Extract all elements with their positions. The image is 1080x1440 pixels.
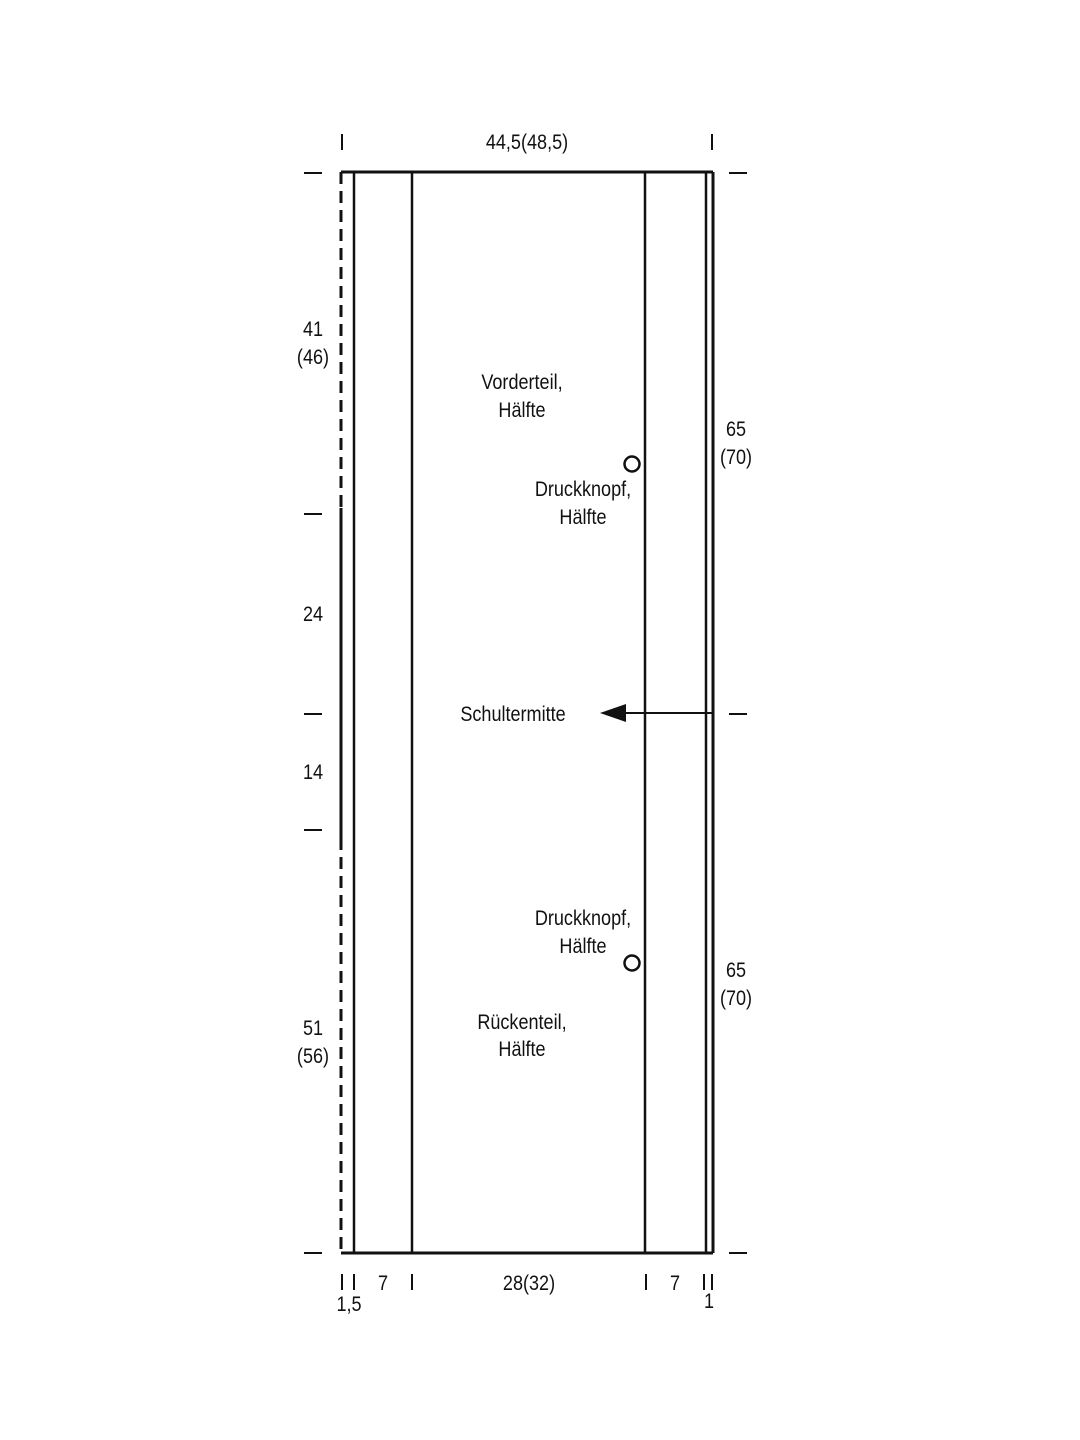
right-height-upper-alt: (70) xyxy=(719,445,753,470)
right-height-upper-value: 65 xyxy=(725,417,747,442)
back-piece-label-line2: Hälfte xyxy=(498,1037,546,1062)
right-height-lower-alt: (70) xyxy=(719,986,753,1011)
snap-top-label-line1: Druckknopf, xyxy=(534,477,632,502)
bottom-width-right-band: 7 xyxy=(669,1271,681,1296)
right-height-lower-value: 65 xyxy=(725,958,747,983)
bottom-width-left-band: 7 xyxy=(377,1271,389,1296)
snap-bottom-label-line2: Hälfte xyxy=(559,934,607,959)
back-piece-label-line1: Rückenteil, xyxy=(477,1010,567,1035)
front-piece-label-line2: Hälfte xyxy=(498,398,546,423)
snap-bottom-label-line1: Druckknopf, xyxy=(534,906,632,931)
left-height-bottom-alt: (56) xyxy=(296,1044,330,1069)
snap-top-label-line2: Hälfte xyxy=(559,505,607,530)
left-height-mid: 24 xyxy=(302,602,324,627)
arrow-left-icon xyxy=(600,704,626,722)
bottom-width-right-small: 1 xyxy=(703,1289,715,1314)
top-width-label: 44,5(48,5) xyxy=(485,130,569,155)
left-height-lower: 14 xyxy=(302,760,324,785)
snap-button-bottom-icon xyxy=(625,956,640,971)
bottom-width-left-small: 1,5 xyxy=(336,1292,362,1317)
left-height-bottom-value: 51 xyxy=(302,1016,324,1041)
snap-button-top-icon xyxy=(625,457,640,472)
left-height-top-alt: (46) xyxy=(296,345,330,370)
left-height-top-value: 41 xyxy=(302,317,324,342)
shoulder-center-label: Schultermitte xyxy=(460,702,566,727)
front-piece-label-line1: Vorderteil, xyxy=(481,370,563,395)
bottom-width-center: 28(32) xyxy=(502,1271,556,1296)
